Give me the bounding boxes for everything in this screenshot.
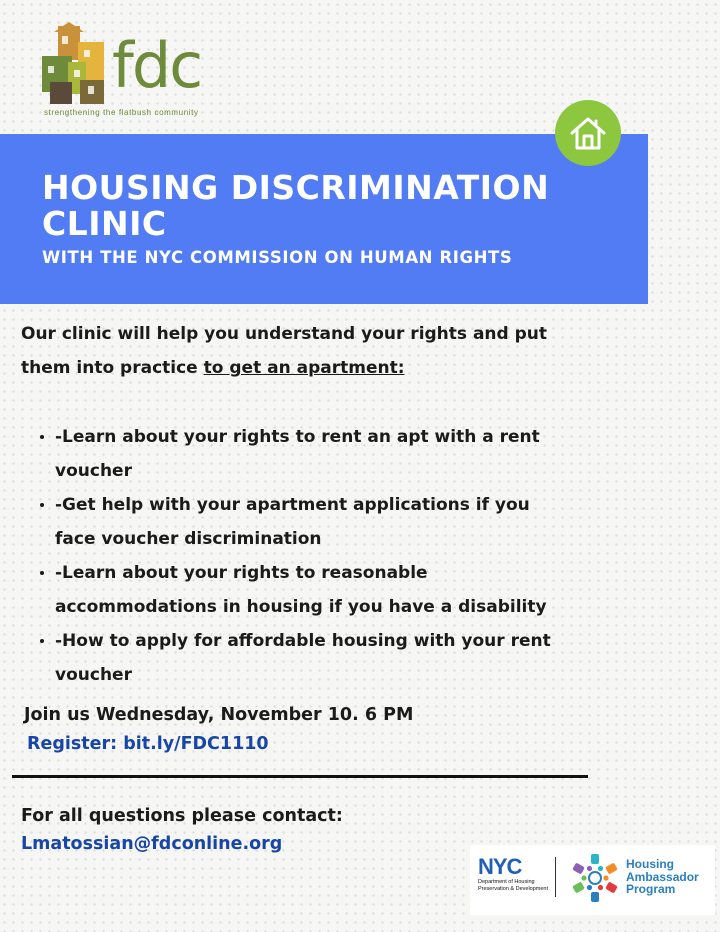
hpd-department-text: Department of Housing Preservation & Development bbox=[478, 879, 549, 892]
event-subtitle: WITH THE NYC COMMISSION ON HUMAN RIGHTS bbox=[42, 248, 513, 267]
benefits-list bbox=[36, 420, 576, 692]
list-item: -How to apply for affordable housing with your rent voucher bbox=[36, 624, 576, 692]
svg-text:NYC: NYC bbox=[478, 855, 522, 877]
bullet-dot bbox=[40, 435, 44, 439]
bullet-dot bbox=[40, 639, 44, 643]
contact-email-link[interactable]: Lmatossian@fdconline.org bbox=[21, 834, 283, 854]
intro-text bbox=[21, 317, 561, 385]
title-banner bbox=[0, 134, 648, 304]
contact-label: For all questions please contact: bbox=[21, 806, 343, 826]
intro-body: Our clinic will help you understand your rights and put them into practice bbox=[21, 324, 548, 378]
register-link[interactable]: Register: bit.ly/FDC1110 bbox=[27, 734, 269, 754]
housing-ambassador-program-text: Housing Ambassador Program bbox=[626, 857, 699, 896]
partner-separator bbox=[555, 857, 556, 897]
bullet-dot bbox=[40, 503, 44, 507]
bullet-dot bbox=[40, 571, 44, 575]
list-item: -Get help with your apartment applications if you face voucher discrimination bbox=[36, 488, 576, 556]
housing-ambassador-icon bbox=[568, 851, 622, 905]
nyc-logo-icon bbox=[478, 855, 530, 877]
logo-wordmark: fdc bbox=[112, 29, 202, 102]
house-badge bbox=[555, 100, 621, 166]
intro-underlined: to get an apartment: bbox=[203, 358, 405, 378]
list-item: -Learn about your rights to reasonable accommodations in housing if you have a disability bbox=[36, 556, 576, 624]
divider bbox=[12, 775, 588, 778]
event-title: HOUSING DISCRIMINATION CLINIC bbox=[42, 168, 550, 243]
house-icon bbox=[569, 115, 607, 151]
partner-logos bbox=[470, 845, 715, 915]
list-item: -Learn about your rights to rent an apt with a rent voucher bbox=[36, 420, 576, 488]
event-datetime: Join us Wednesday, November 10. 6 PM bbox=[24, 705, 414, 725]
logo-tagline: strengthening the flatbush community bbox=[44, 108, 199, 117]
fdc-logo bbox=[40, 22, 240, 122]
fdc-houses-logo-icon bbox=[40, 22, 108, 106]
